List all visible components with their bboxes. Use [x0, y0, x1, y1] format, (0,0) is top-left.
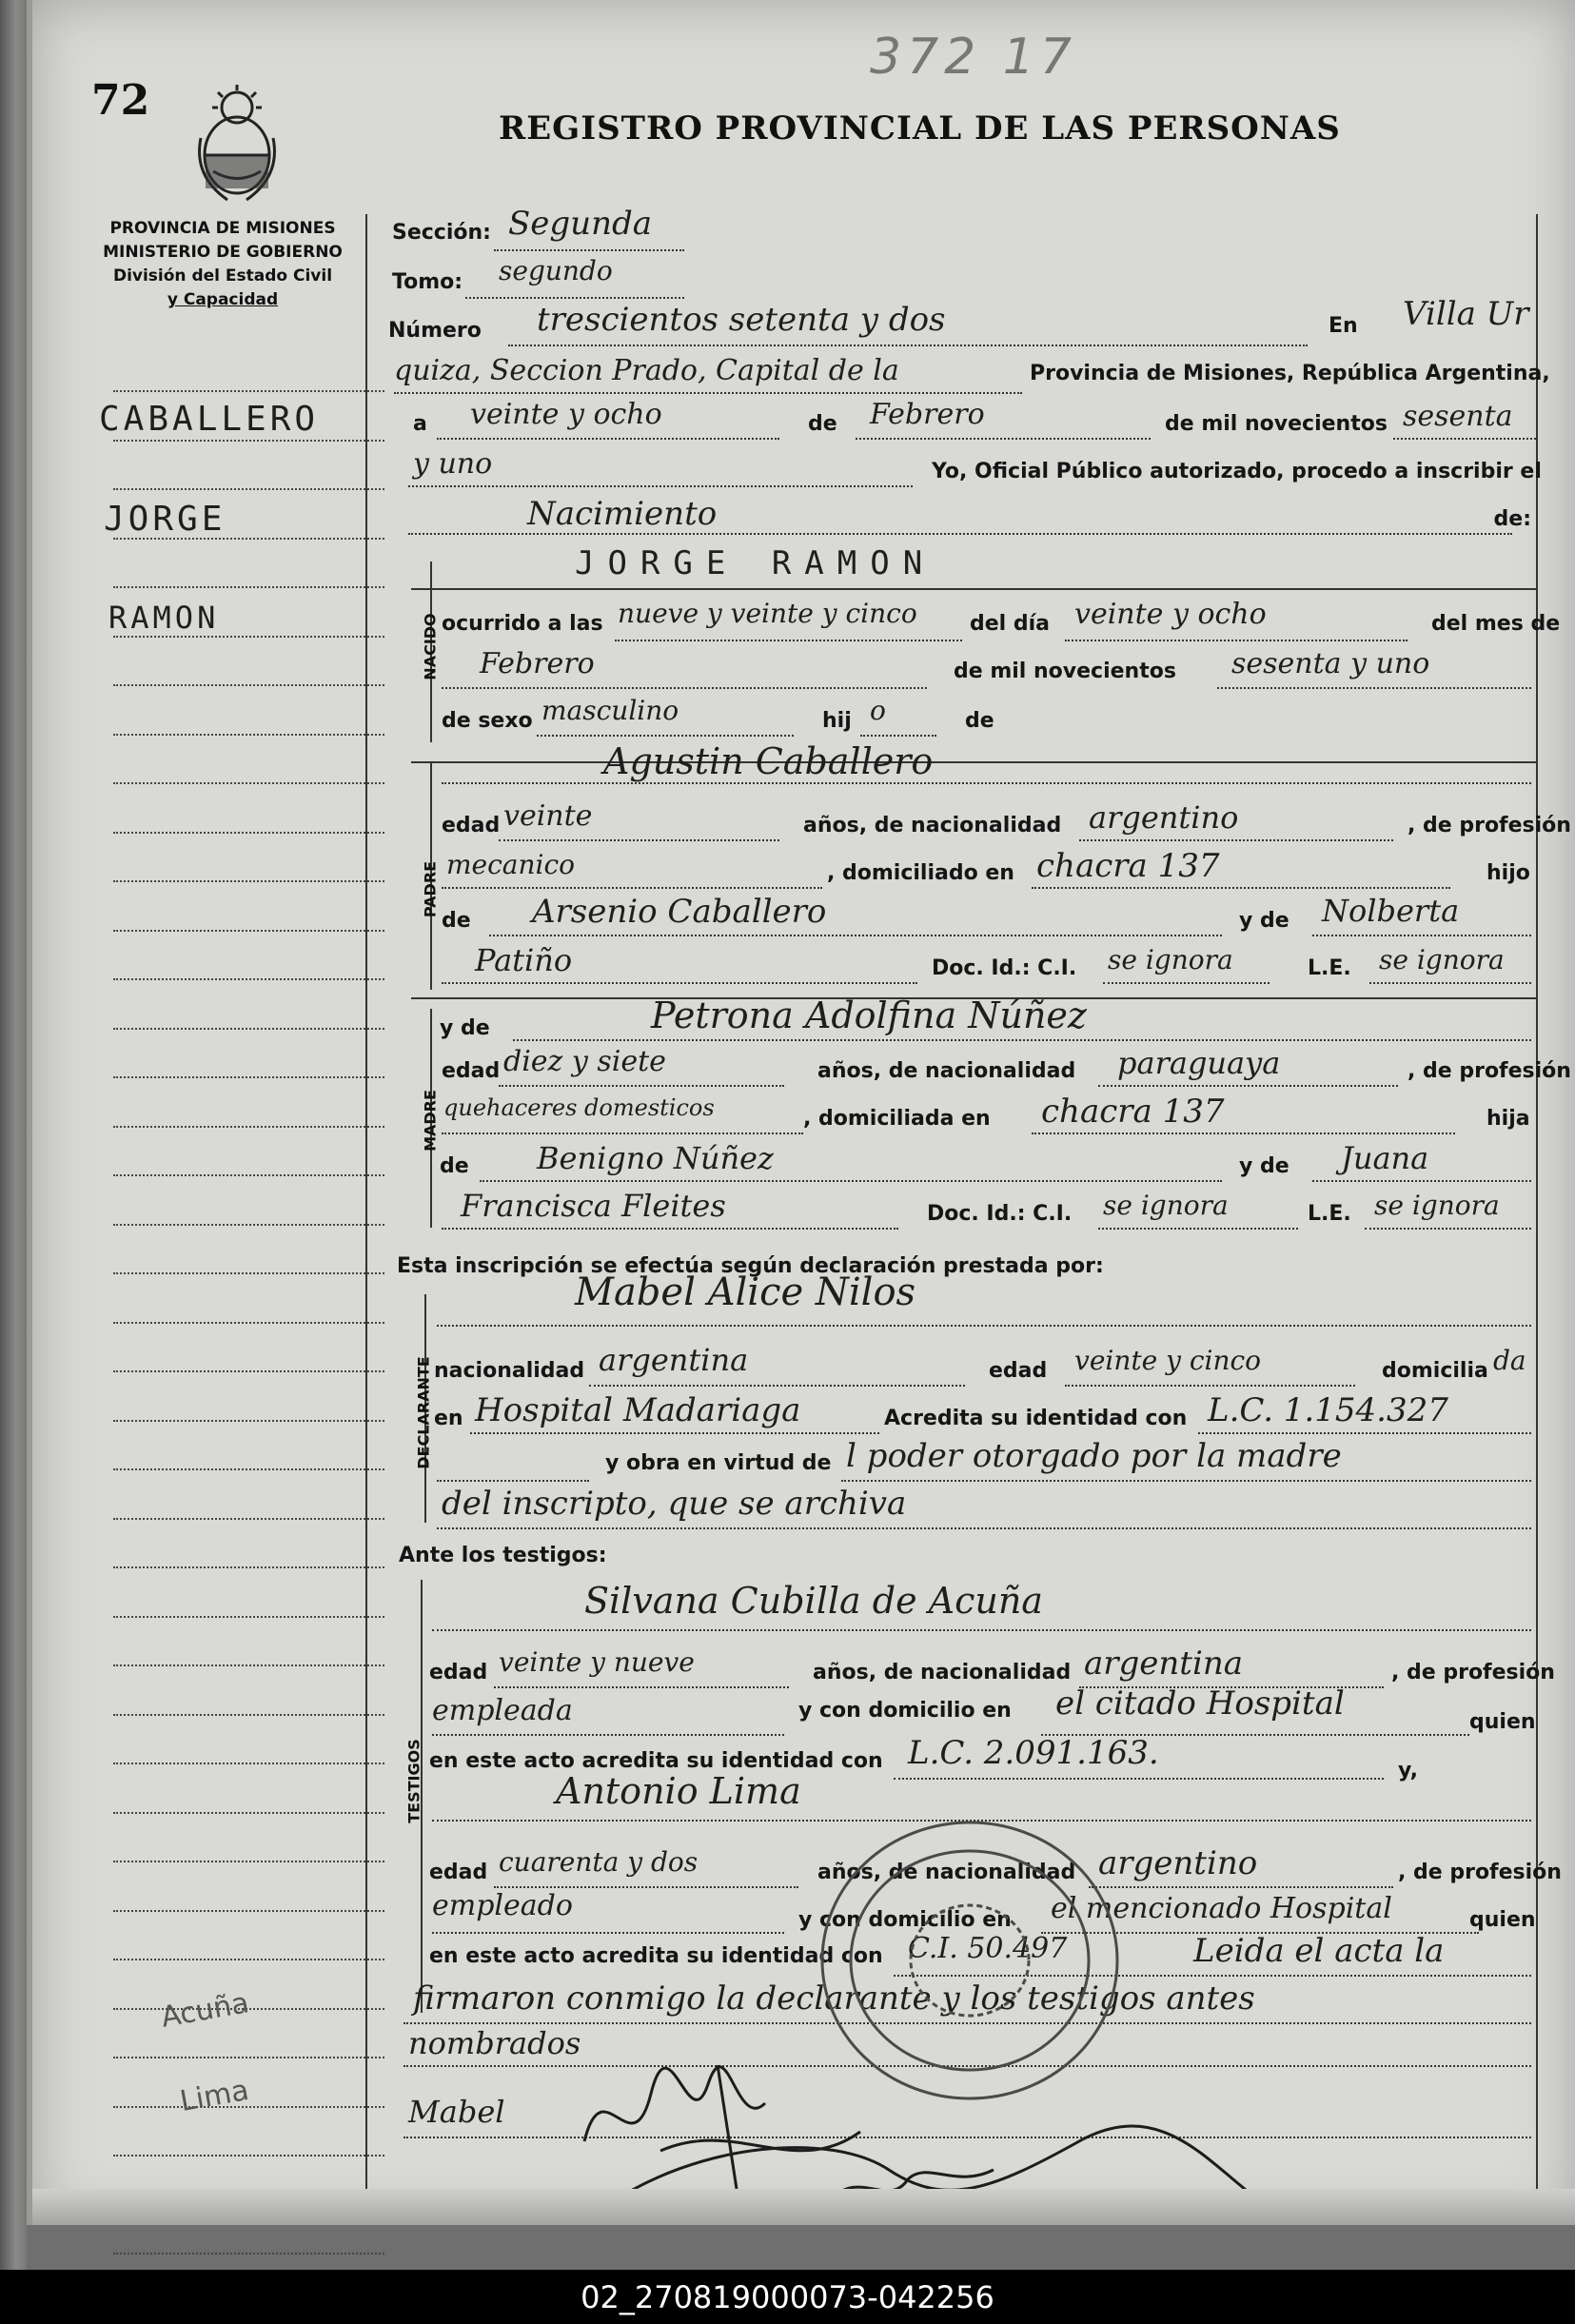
testigo2-nacionalidad-line [1089, 1886, 1393, 1888]
madre-edad-label: edad [442, 1059, 501, 1083]
hij-line [860, 735, 936, 737]
testigo1-profesion-label: , de profesión [1391, 1661, 1555, 1684]
madre-y-de-label-2: y de [1239, 1154, 1290, 1178]
declarante-doc-value: L.C. 1.154.327 [1208, 1391, 1448, 1429]
madre-abuelo-value: Benigno Núñez [537, 1140, 774, 1176]
testigo1-profesion-value: empleada [432, 1694, 573, 1727]
nacido-top-rule [411, 588, 1536, 590]
dia-inscripcion-value: veinte y ocho [470, 398, 662, 431]
signature-declarante: Mabel [408, 2094, 505, 2130]
dia-inscripcion-line [437, 438, 779, 440]
padre-profesion-line [442, 887, 822, 889]
margin-rule-line [113, 1714, 384, 1716]
testigo2-domicilio-label: y con domicilio en [798, 1908, 1012, 1932]
de-mil-nov-label: de mil novecientos [954, 660, 1176, 683]
mes-inscripcion-value: Febrero [870, 398, 985, 431]
yo-oficial-label: Yo, Oficial Público autorizado, procedo a inscribir el [932, 460, 1542, 483]
padre-le-value: se ignora [1379, 944, 1505, 975]
padre-y-de-label: y de [1239, 909, 1290, 933]
testigo1-profesion-line [432, 1734, 784, 1736]
declarante-domicilio-line [470, 1432, 879, 1434]
margin-rule-line [113, 1076, 384, 1078]
declarante-obra-line-1 [841, 1480, 1531, 1482]
acto-value: Nacimiento [527, 495, 718, 533]
madre-nombre-line [513, 1039, 1531, 1041]
margin-rule-line [113, 1812, 384, 1814]
margin-rule-line [113, 1322, 384, 1324]
nombre-value: JORGE RAMON [575, 544, 936, 582]
padre-abuela-value-2: Patiño [475, 942, 573, 978]
padre-nombre-line [442, 782, 1531, 784]
madre-domicilio-value: chacra 137 [1041, 1093, 1225, 1131]
declarante-nacionalidad-line [589, 1385, 965, 1387]
record-number: 372 17 [870, 29, 1077, 86]
testigo2-domicilio-value: el mencionado Hospital [1051, 1892, 1392, 1925]
madre-profesion-value: quehaceres domesticos [443, 1094, 715, 1121]
padre-domicilio-line [1032, 887, 1450, 889]
margin-rule-line [113, 1224, 384, 1226]
padre-edad-label: edad [442, 814, 501, 837]
declarante-doc-line [1198, 1432, 1531, 1434]
page-bottom-edge [32, 2189, 1575, 2225]
testigo1-edad-value: veinte y nueve [499, 1646, 695, 1678]
register-page [27, 0, 1575, 2225]
padre-anos-nac-label: años, de nacionalidad [803, 814, 1062, 837]
hora-value: nueve y veinte y cinco [618, 598, 917, 629]
madre-nombre-value: Petrona Adolfina Núñez [651, 995, 1087, 1036]
madre-nacionalidad-value: paraguaya [1117, 1045, 1281, 1081]
testigo2-profesion-value: empleado [432, 1889, 573, 1922]
tomo-value: segundo [499, 255, 613, 286]
margin-rule-line [113, 1861, 384, 1862]
provincia-label: Provincia de Misiones, República Argentina, [1030, 362, 1550, 385]
image-id-footer [0, 2270, 1575, 2324]
right-border [1536, 214, 1538, 2189]
issuer-line-4: y Capacidad [167, 290, 279, 309]
numero-value: trescientos setenta y dos [537, 301, 946, 339]
testigo1-doc-value: L.C. 2.091.163. [908, 1734, 1159, 1772]
de-mil-label: de mil novecientos [1165, 412, 1388, 436]
issuer-line-2: MINISTERIO DE GOBIERNO [103, 243, 343, 262]
margin-rule-line [113, 930, 384, 932]
issuer-block [85, 217, 361, 312]
hora-line [615, 640, 962, 641]
mes-nacimiento-line [442, 687, 927, 689]
margin-rule-line [113, 1518, 384, 1520]
margin-rule-line [113, 832, 384, 834]
coat-of-arms-icon [189, 81, 285, 209]
tomo-line [465, 297, 684, 299]
margin-name-1: JORGE [104, 500, 226, 539]
margin-rule-line [113, 1272, 384, 1274]
margin-rule-line [113, 1370, 384, 1372]
padre-nacionalidad-value: argentino [1089, 799, 1239, 836]
margin-rule-line [113, 684, 384, 686]
anio-inscripcion-value-2: y uno [413, 447, 493, 481]
margin-rule-line [113, 1664, 384, 1666]
margin-rule-line [113, 1468, 384, 1470]
padre-de-label: de [442, 909, 471, 933]
margin-pencil-note-1: Acuña [158, 1986, 252, 2035]
anio-nacimiento-value: sesenta y uno [1231, 647, 1430, 680]
padre-edad-value: veinte [503, 799, 593, 833]
numero-label: Número [388, 319, 482, 343]
padre-domiciliado-label: , domiciliado en [827, 861, 1014, 885]
madre-edad-line [499, 1085, 784, 1087]
madre-ci-value: se ignora [1103, 1190, 1229, 1221]
localidad-value-2: quiza, Seccion Prado, Capital de la [394, 354, 899, 387]
issuer-line-3: División del Estado Civil [112, 266, 333, 286]
margin-divider [365, 214, 367, 2189]
inscripcion-label: Esta inscripción se efectúa según declaración prestada por: [397, 1254, 1104, 1278]
madre-abuela-line-1 [1312, 1180, 1531, 1182]
margin-rule-line [113, 1959, 384, 1960]
official-seal-icon [813, 1813, 1127, 2108]
testigo2-nombre-value: Antonio Lima [556, 1770, 801, 1812]
sexo-line [537, 735, 794, 737]
del-mes-label: del mes de [1431, 612, 1561, 636]
numero-line [508, 345, 1308, 346]
mes-nacimiento-value: Febrero [480, 647, 595, 680]
declarante-obra-pre-line [437, 1480, 589, 1482]
declarante-obra-line-2 [437, 1527, 1531, 1529]
margin-rule-line [113, 1566, 384, 1568]
madre-le-value: se ignora [1374, 1190, 1500, 1221]
testigo1-quien-label: quien [1469, 1710, 1536, 1734]
declarante-obra-label: y obra en virtud de [605, 1451, 832, 1475]
margin-rule-line [113, 1763, 384, 1764]
testigo1-nombre-line [432, 1629, 1531, 1631]
declarante-edad-label: edad [989, 1359, 1048, 1383]
anio-inscripcion-line-1 [1393, 438, 1536, 440]
hij-suffix-value: o [870, 695, 886, 726]
madre-de-label: de [440, 1154, 469, 1178]
declarante-acredita-label: Acredita su identidad con [884, 1407, 1188, 1430]
dia-nacimiento-line [1065, 640, 1408, 641]
testigo2-edad-label: edad [429, 1861, 488, 1884]
margin-rule-line [113, 1616, 384, 1618]
margin-pencil-note-2: Lima [177, 2073, 252, 2119]
issuer-line-1: PROVINCIA DE MISIONES [109, 219, 336, 238]
margin-rule-line [113, 782, 384, 784]
madre-nacionalidad-line [1098, 1085, 1398, 1087]
margin-rule-line [113, 1126, 384, 1128]
margin-rule-line [113, 586, 384, 588]
cierre-value-3: nombrados [408, 2025, 581, 2061]
padre-abuela-value-1: Nolberta [1322, 893, 1460, 929]
testigo2-profesion-line [432, 1932, 784, 1934]
sexo-label: de sexo [442, 709, 533, 733]
margin-rule-line [113, 880, 384, 882]
side-label-declarante: DECLARANTE [414, 1356, 433, 1469]
testigo1-domicilio-value: el citado Hospital [1055, 1684, 1345, 1723]
madre-abuela-value-1: Juana [1341, 1140, 1429, 1176]
declarante-domicilio-value: Hospital Madariaga [475, 1391, 801, 1429]
madre-le-line [1365, 1228, 1531, 1230]
madre-profesion-line [442, 1132, 803, 1134]
padre-le-line [1369, 982, 1531, 984]
testigo2-edad-line [494, 1886, 798, 1888]
testigo1-edad-line [494, 1686, 789, 1688]
testigo2-acredita-label: en este acto acredita su identidad con [429, 1944, 883, 1968]
acto-line [408, 533, 1512, 535]
testigo1-acredita-label: en este acto acredita su identidad con [429, 1749, 883, 1773]
testigo2-doc-value: C.I. 50.497 [908, 1932, 1068, 1965]
margin-rule-line [113, 390, 384, 392]
dia-nacimiento-value: veinte y ocho [1074, 598, 1267, 631]
margin-surname: CABALLERO [99, 400, 320, 439]
padre-nombre-value: Agustin Caballero [603, 740, 934, 782]
testigo1-nacionalidad-value: argentina [1084, 1645, 1244, 1683]
de-colon-label: de: [1493, 507, 1531, 531]
sexo-value: masculino [541, 695, 679, 726]
en-label: En [1329, 314, 1358, 338]
padre-top-rule [411, 761, 1536, 763]
side-label-padre: PADRE [421, 860, 440, 918]
padre-ci-line [1103, 982, 1270, 984]
page-number: 72 [91, 76, 150, 125]
declarante-edad-line [1065, 1385, 1355, 1387]
margin-rule-line [113, 978, 384, 980]
padre-doc-label: Doc. Id.: C.I. [932, 956, 1077, 980]
declarante-nacionalidad-value: argentina [599, 1342, 749, 1378]
margin-rule-line [113, 1910, 384, 1912]
madre-abuelo-line [480, 1180, 1222, 1182]
madre-y-de-label: y de [440, 1016, 490, 1040]
localidad-line [394, 392, 1022, 394]
margin-rule-line [113, 1420, 384, 1422]
margin-rule-line [113, 1174, 384, 1176]
testigo1-nombre-value: Silvana Cubilla de Acuña [584, 1580, 1043, 1622]
anio-nacimiento-line [1217, 687, 1531, 689]
madre-ci-line [1098, 1228, 1298, 1230]
a-label: a [413, 412, 427, 436]
padre-ci-value: se ignora [1108, 944, 1233, 975]
padre-le-label: L.E. [1308, 956, 1351, 980]
madre-le-label: L.E. [1308, 1202, 1351, 1226]
testigo2-quien-label: quien [1469, 1908, 1536, 1932]
cierre-value-1: Leida el acta la [1193, 1932, 1445, 1970]
testigo1-domicilio-label: y con domicilio en [798, 1699, 1012, 1723]
padre-profesion-label: , de profesión [1408, 814, 1571, 837]
declarante-obra-value-1: l poder otorgado por la madre [846, 1437, 1342, 1475]
testigo1-doc-line [894, 1778, 1384, 1780]
cierre-value-2: firmaron conmigo la declarante y los testigos antes [413, 1979, 1255, 2018]
declarante-obra-value-2: del inscripto, que se archiva [442, 1485, 907, 1523]
padre-abuela-line-1 [1312, 935, 1531, 936]
madre-edad-value: diez y siete [503, 1045, 666, 1078]
declarante-nacionalidad-label: nacionalidad [434, 1359, 585, 1383]
tomo-label: Tomo: [392, 270, 463, 294]
margin-rule-line [113, 440, 384, 442]
image-id: 02_270819000073-042256 [581, 2278, 994, 2315]
ante-testigos-label: Ante los testigos: [399, 1544, 607, 1567]
madre-abuela-line-2 [442, 1228, 898, 1230]
margin-rule-line [113, 488, 384, 490]
padre-abuelo-line [489, 935, 1222, 936]
declarante-nombre-line [437, 1325, 1531, 1327]
book-spine [0, 0, 27, 2284]
testigo1-edad-label: edad [429, 1661, 488, 1684]
testigo2-nacionalidad-value: argentino [1098, 1844, 1258, 1882]
testigo2-edad-value: cuarenta y dos [499, 1846, 699, 1878]
madre-domiciliada-label: , domiciliada en [803, 1107, 991, 1131]
madre-abuela-value-2: Francisca Fleites [461, 1188, 726, 1224]
localidad-value-1: Villa Ur [1403, 295, 1529, 333]
madre-profesion-label: , de profesión [1408, 1059, 1571, 1083]
page-title: REGISTRO PROVINCIAL DE LAS PERSONAS [499, 109, 1341, 148]
seccion-value: Segunda [508, 205, 653, 243]
mes-inscripcion-line [856, 438, 1151, 440]
padre-edad-line [499, 839, 779, 841]
margin-rule-line [113, 734, 384, 736]
madre-hija-label: hija [1486, 1107, 1530, 1131]
side-label-testigos: TESTIGOS [404, 1739, 423, 1823]
hij-label: hij [822, 709, 852, 733]
madre-doc-label: Doc. Id.: C.I. [927, 1202, 1073, 1226]
del-dia-label: del día [970, 612, 1051, 636]
padre-profesion-value: mecanico [446, 849, 576, 880]
ocurrido-label: ocurrido a las [442, 612, 603, 636]
padre-hijo-label: hijo [1486, 861, 1530, 885]
margin-rule-line [113, 2253, 384, 2255]
margin-name-2: RAMON [108, 600, 220, 636]
declarante-en-label: en [434, 1407, 463, 1430]
madre-anos-nac-label: años, de nacionalidad [817, 1059, 1076, 1083]
declarante-edad-value: veinte y cinco [1074, 1345, 1262, 1376]
padre-domicilio-value: chacra 137 [1036, 847, 1220, 885]
margin-rule-line [113, 2155, 384, 2157]
declarante-domicilia-label: domicilia [1382, 1359, 1488, 1383]
testigo2-profesion-label: , de profesión [1398, 1861, 1562, 1884]
anio-inscripcion-line-2 [408, 485, 913, 487]
seccion-label: Sección: [392, 221, 491, 245]
testigo1-anos-nac-label: años, de nacionalidad [813, 1661, 1072, 1684]
padre-abuelo-value: Arsenio Caballero [532, 893, 827, 931]
side-label-nacido: NACIDO [421, 613, 440, 680]
margin-rule-line [113, 2057, 384, 2058]
anio-inscripcion-value-1: sesenta [1403, 400, 1513, 433]
declarante-nombre-value: Mabel Alice Nilos [575, 1270, 916, 1314]
testigo1-y-label: y, [1398, 1759, 1418, 1782]
declarante-domicilia-suffix: da [1493, 1345, 1526, 1376]
margin-rule-line [113, 1028, 384, 1030]
seccion-line [494, 249, 684, 251]
de-label-1: de [808, 412, 837, 436]
madre-domicilio-line [1032, 1132, 1455, 1134]
padre-nacionalidad-line [1079, 839, 1393, 841]
padre-abuela-line-2 [442, 982, 917, 984]
de-label-2: de [965, 709, 994, 733]
testigo2-anos-nac-label: años, de nacionalidad [817, 1861, 1076, 1884]
side-label-madre: MADRE [421, 1090, 440, 1152]
